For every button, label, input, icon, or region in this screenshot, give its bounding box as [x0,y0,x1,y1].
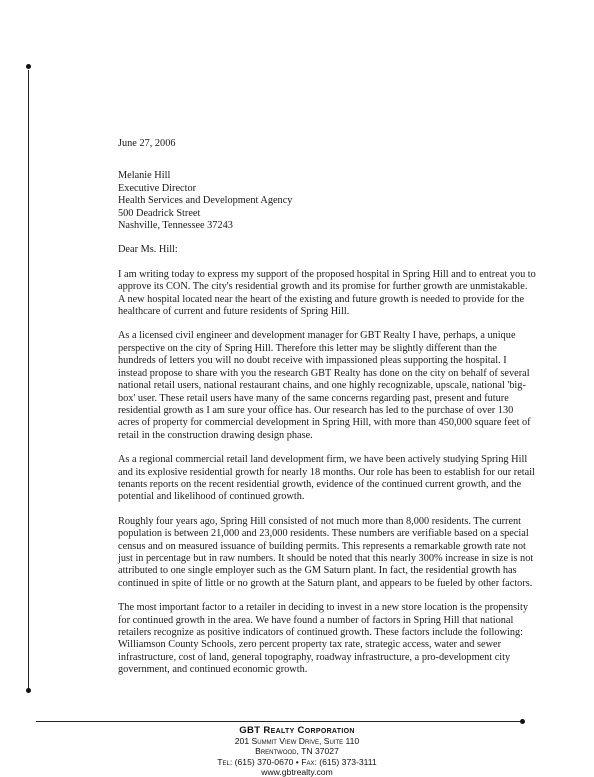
paragraph-3: As a regional commercial retail land development firm, we have been actively studying Spring Hill and its explosive residential growth for nearly 18 months. Our role has been to establish for our retail tenants reports on the recent residential growth, evidence of the continued current growth, and the potential and likelihood of continued growth. [118,454,535,503]
letterhead-footer [0,726,594,777]
paragraph-1: I am writing today to express my support of the proposed hospital in Spring Hill and to entreat you to approve its CON. The city's residential growth and its promise for further growth are unmistakable. A new hospital located near the heart of the existing and future growth is needed to provide for the healthcare of current and future residents of Spring Hill. [118,268,536,318]
left-margin-rule [28,70,29,690]
recipient-street: 500 Deadrick Street [118,207,201,219]
recipient-title: Executive Director [118,182,197,194]
company-address-line-2: Brentwood, TN 37027 [255,746,339,757]
recipient-address [118,170,536,232]
paragraph-5: The most important factor to a retailer in deciding to invest in a new store location is the propensity for continued growth in the area. We have found a number of factors in Spring Hill that national retailers recognize as positive indicators of continued growth. These factors include the following: Williamson County Schools, zero percent property tax rate, strategic access, water and sewer infrastructure, cost of land, general topography, roadway infrastructure, a pro-development city government, and continued economic growth. [118,602,529,676]
footer-rule-dot [520,719,525,724]
company-name: GBT Realty Corporation [239,725,355,736]
recipient-name: Melanie Hill [118,170,171,182]
company-address-line-1: 201 Summit View Drive, Suite 110 [234,736,360,747]
letter-date: June 27, 2006 [118,138,176,149]
recipient-agency: Health Services and Development Agency [118,195,293,207]
margin-dot-top [26,64,31,69]
footer-rule [36,721,520,722]
margin-dot-bottom [26,688,31,693]
recipient-city: Nashville, Tennessee 37243 [118,220,233,232]
paragraph-2: As a licensed civil engineer and development manager for GBT Realty I have, perhaps, a unique perspective on the city of Spring Hill. Therefore this letter may be slightly different than the hundreds of letters you will no doubt receive with impassioned pleas supporting the hospital. I instead propose to share with you the research GBT Realty has done on the city on behalf of several national retail users, national restaurant chains, and one highly recognizable, upscale, national 'big-box' user. These retail users have many of the same concerns regarding past, present and future residential growth as I am sure your office has. Our research has led to the purchase of over 130 acres of property for commercial development in Spring Hill, with more than 450,000 square feet of retail in the construction drawing design phase. [118,330,531,441]
company-phones: Tel: (615) 370-0670 • Fax: (615) 373-3111 [217,756,377,767]
letter-body [118,138,536,689]
salutation: Dear Ms. Hill: [118,244,178,256]
paragraph-4: Roughly four years ago, Spring Hill consisted of not much more than 8,000 residents. The current population is between 21,000 and 23,000 residents. These numbers are verifiable based on a special census and on measured issuance of building permits. This represents a remarkable growth rate not just in percentage but in raw numbers. It should be noted that this nearly 300% increase in size is not attributed to one single employer such as the GM Saturn plant. In fact, the residential growth has continued in spite of little or no growth at the Saturn plant, and appears to be fueled by other factors. [118,515,534,589]
company-website: www.gbtrealty.com [261,766,333,777]
